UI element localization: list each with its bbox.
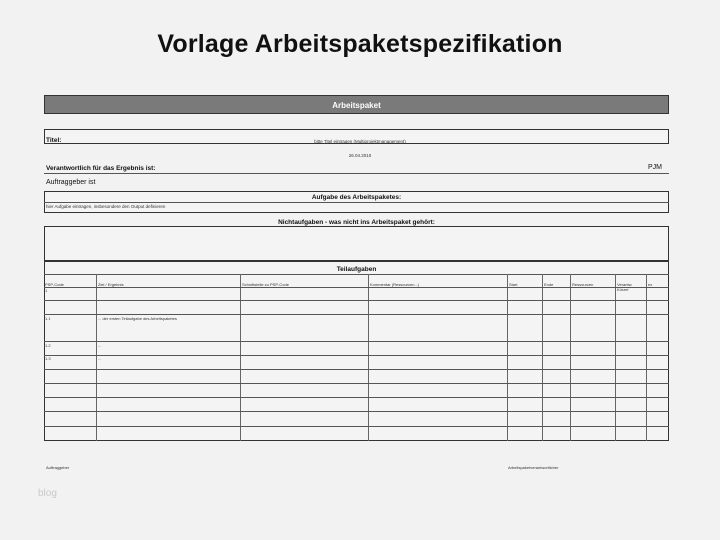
verantwortlich-label: Verantwortlich für das Ergebnis ist: [46, 165, 156, 172]
col-header-verantw: Verantw. [617, 282, 633, 287]
titel-label: Titel: [46, 137, 62, 144]
row-ziel[interactable]: ... der ersten Teilaufgabe des Arbeitspaketes [98, 316, 177, 321]
row-code[interactable]: 1.1 [45, 316, 51, 321]
col-header-schnittstelle: Schnittstelle zu PSP-Code [242, 282, 289, 287]
row-line [44, 287, 669, 288]
col-header-ex: ex [648, 282, 653, 287]
table-header-top [44, 274, 669, 275]
page-title: Vorlage Arbeitspaketspezifikation [157, 30, 563, 58]
row-line [44, 397, 669, 398]
col-header-ressourcen: Ressourcen [572, 282, 594, 287]
row-line [44, 355, 669, 356]
aufgabe-divider [44, 202, 669, 203]
col-header-start: Start [509, 282, 518, 287]
auftraggeber-label: Auftraggeber ist [46, 179, 96, 186]
date-value: 26.04.2010 [348, 153, 372, 158]
arbeitspaket-header-bar: Arbeitspaket [44, 95, 669, 114]
nichtaufgaben-label: Nichtaufgaben - was nicht ins Arbeitspaket gehört: [278, 219, 435, 226]
verantwortlich-value[interactable]: PJM [648, 164, 662, 171]
teilaufgaben-table [44, 261, 669, 441]
col-header-kommentar: Kommentar (Ressourcen...) [370, 282, 420, 287]
teilaufgaben-label: Teilaufgaben [336, 266, 377, 273]
titel-hint: bitte Titel eintragen (Multiprojektmanagement) [314, 139, 406, 144]
watermark: blog [38, 488, 57, 499]
col-header-psp-code: PSP-Code [45, 282, 64, 287]
row-line [44, 426, 669, 427]
row-line [44, 314, 669, 315]
aufgabe-label: Aufgabe des Arbeitspaketes: [311, 194, 402, 201]
row-line [44, 369, 669, 370]
col-header-ende: Ende [544, 282, 554, 287]
row-code[interactable]: 1.3 [45, 356, 51, 361]
col-header-verantw-kuerzel: Kürzel [617, 287, 629, 292]
row-ziel[interactable]: ... [98, 356, 102, 361]
verantwortlich-line [44, 173, 669, 174]
row-code[interactable]: 1.2 [45, 343, 51, 348]
row-line [44, 341, 669, 342]
footer-verantwortlicher: Arbeitspaketverantwortlicher [508, 465, 559, 470]
row-line [44, 300, 669, 301]
row-ziel[interactable]: ... [98, 343, 102, 348]
row-line [44, 411, 669, 412]
row-line [44, 383, 669, 384]
nichtaufgaben-box[interactable] [44, 226, 669, 261]
footer-auftraggeber: Auftraggeber [46, 465, 70, 470]
col-header-ziel: Ziel / Ergebnis [98, 282, 124, 287]
row-code[interactable]: 1 [45, 288, 48, 293]
aufgabe-hint: hier Aufgabe eintragen, insbesondere den Output definieren [46, 204, 166, 209]
